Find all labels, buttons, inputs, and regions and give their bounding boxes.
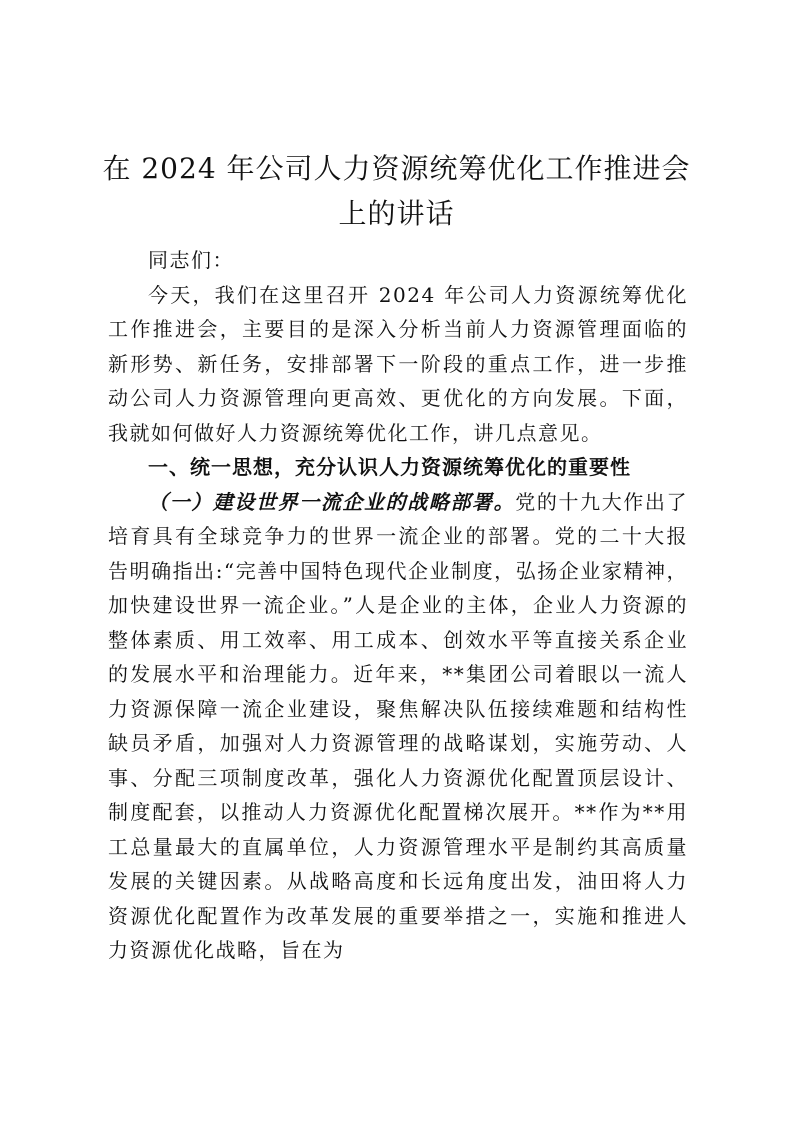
section-1-heading: 一、统一思想，充分认识人力资源统筹优化的重要性 bbox=[148, 455, 631, 479]
intro-paragraph: 今天，我们在这里召开 2024 年公司人力资源统筹优化工作推进会，主要目的是深入分析当前人力资源管理面临的新形势、新任务，安排部署下一阶段的重点工作，进一步推动公司人力资源管理向更高效、更优化的方向发展。下面，我就如何做好人力资源统筹优化工作，讲几点意见。 bbox=[108, 282, 688, 445]
subsection-1-paragraph bbox=[108, 485, 688, 968]
document-body bbox=[108, 243, 688, 968]
title-line-1: 在 2024 年公司人力资源统筹优化工作推进会 bbox=[102, 152, 691, 185]
salutation: 同志们： bbox=[148, 248, 234, 272]
subsection-1-text: 党的十九大作出了培育具有全球竞争力的世界一流企业的部署。党的二十大报告明确指出:“完善中国特色现代企业制度，弘扬企业家精神，加快建设世界一流企业。”人是企业的主体，企业人力资源的整体素质、用工效率、用工成本、创效水平等直接关系企业的发展水平和治理能力。近年来，**集团公司着眼以一流人力资源保障一流企业建设，聚焦解决队伍接续难题和结构性缺员矛盾，加强对人力资源管理的战略谋划，实施劳动、人事、分配三项制度改革，强化人力资源优化配置顶层设计、制度配套，以推动人力资源优化配置梯次展开。**作为**用工总量最大的直属单位，人力资源管理水平是制约其高质量发展的关键因素。从战略高度和长远角度出发，油田将人力资源优化配置作为改革发展的重要举措之一，实施和推进人力资源优化战略，旨在为 bbox=[108, 489, 689, 962]
title-line-2: 上的讲话 bbox=[338, 197, 455, 230]
subsection-1-heading: （一）建设世界一流企业的战略部署。 bbox=[148, 489, 516, 514]
document-title bbox=[90, 146, 703, 236]
